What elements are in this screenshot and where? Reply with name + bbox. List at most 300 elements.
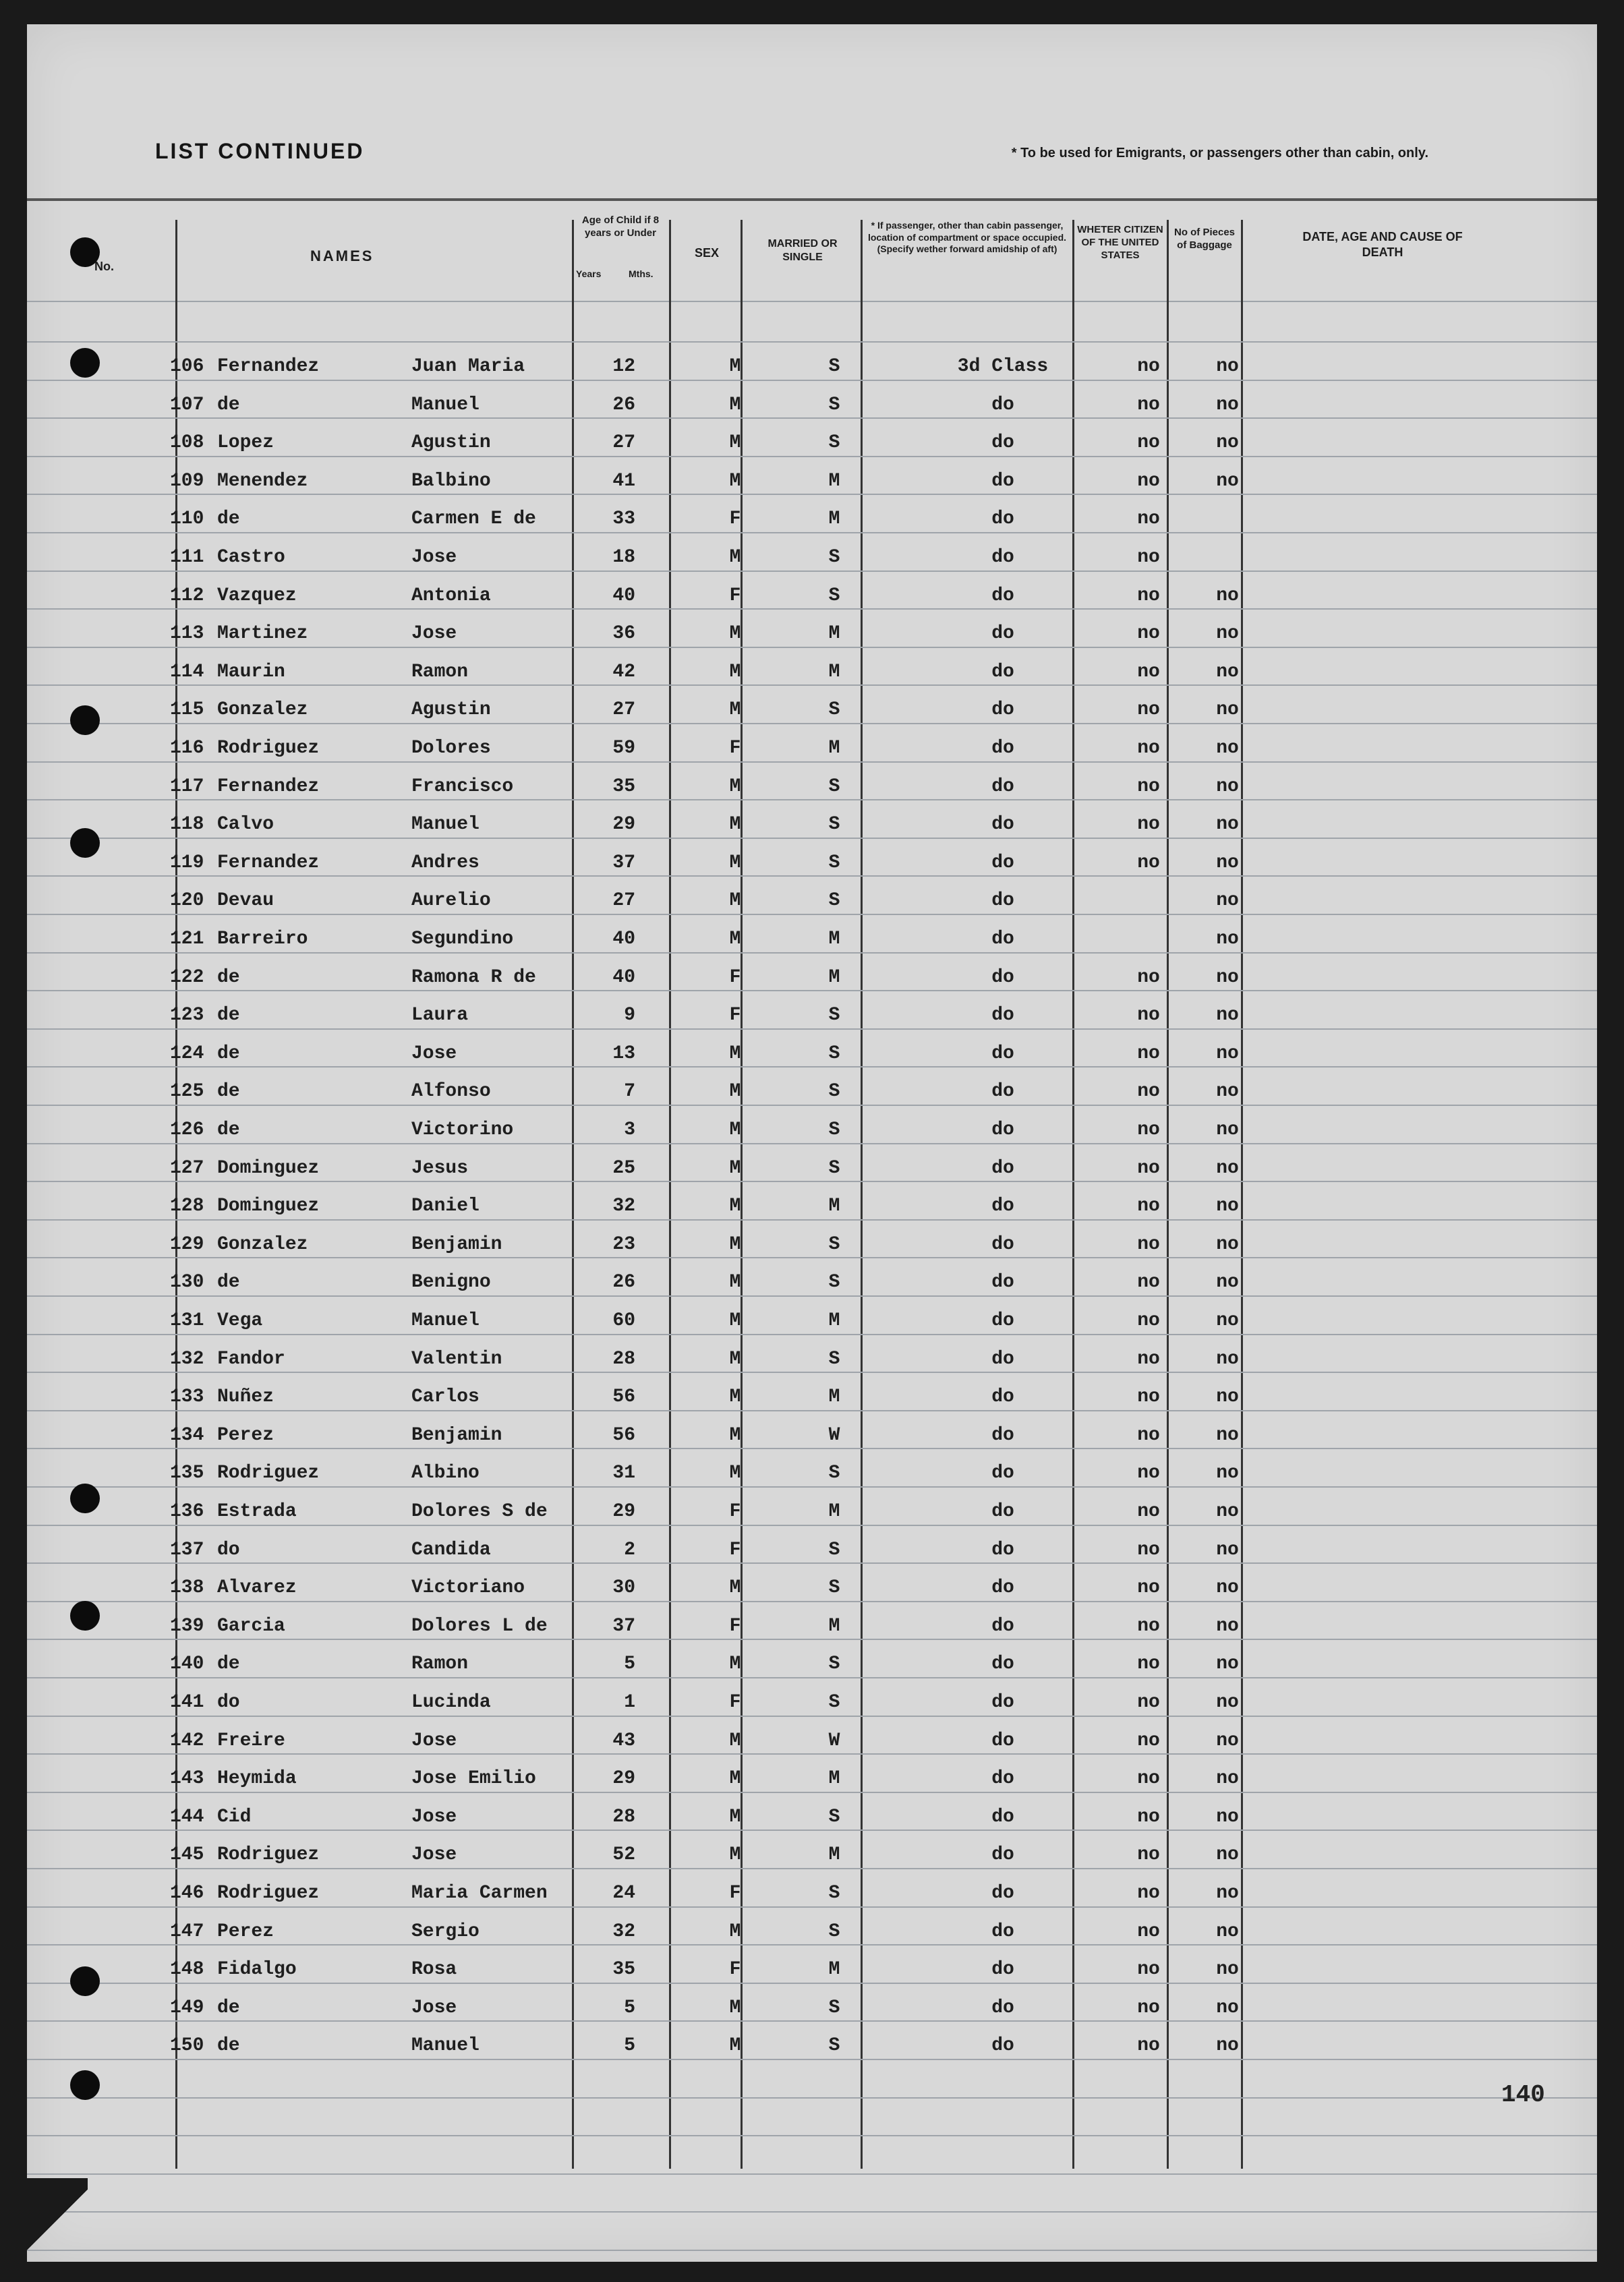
cell-marital-status: S <box>828 1539 840 1560</box>
cell-surname: Fandor <box>217 1348 285 1370</box>
cell-passenger-class: do <box>991 547 1014 568</box>
cell-sex: M <box>729 1463 741 1484</box>
cell-row-number: 120 <box>170 890 204 912</box>
cell-us-citizen: no <box>1137 1501 1160 1522</box>
cell-baggage-pieces: no <box>1216 394 1239 415</box>
cell-passenger-class: do <box>991 1310 1014 1331</box>
cell-surname: Dominguez <box>217 1157 320 1179</box>
cell-passenger-class: do <box>991 508 1014 530</box>
cell-marital-status: S <box>828 699 840 721</box>
cell-passenger-class: do <box>991 1997 1014 2018</box>
cell-row-number: 142 <box>170 1730 204 1751</box>
cell-passenger-class: do <box>991 929 1014 949</box>
cell-sex: M <box>729 1233 741 1255</box>
cell-passenger-class: do <box>991 738 1014 759</box>
cell-sex: M <box>729 1043 741 1064</box>
cell-sex: M <box>729 699 741 721</box>
cell-sex: M <box>729 623 741 645</box>
cell-row-number: 125 <box>170 1081 204 1103</box>
punch-hole <box>70 1484 100 1513</box>
cell-us-citizen: no <box>1137 1463 1160 1484</box>
cell-row-number: 134 <box>170 1424 204 1446</box>
cell-baggage-pieces: no <box>1216 1959 1239 1981</box>
cell-sex: M <box>729 1806 741 1827</box>
cell-given-name: Segundino <box>411 929 514 949</box>
cell-us-citizen: no <box>1137 1348 1160 1370</box>
cell-marital-status: S <box>828 852 840 873</box>
cell-given-name: Manuel <box>411 1310 480 1331</box>
cell-marital-status: S <box>828 814 840 836</box>
cell-passenger-class: do <box>991 890 1014 912</box>
cell-marital-status: M <box>828 1768 840 1790</box>
table-row <box>27 967 1597 1005</box>
cell-given-name: Andres <box>411 852 480 873</box>
cell-sex: M <box>729 661 741 682</box>
cell-sex: M <box>729 547 741 568</box>
cell-passenger-class: do <box>991 1501 1014 1522</box>
cell-surname: do <box>217 1692 240 1713</box>
header-age-years: Years <box>576 268 602 279</box>
cell-given-name: Maria Carmen <box>411 1883 548 1904</box>
ruled-line <box>27 2211 1597 2213</box>
cell-row-number: 114 <box>170 661 204 682</box>
cell-baggage-pieces: no <box>1216 356 1239 377</box>
cell-passenger-class: do <box>991 1692 1014 1713</box>
cell-given-name: Antonia <box>411 585 491 606</box>
cell-passenger-class: do <box>991 1005 1014 1026</box>
cell-given-name: Candida <box>411 1539 491 1560</box>
cell-baggage-pieces: no <box>1216 1539 1239 1560</box>
cell-given-name: Carlos <box>411 1386 480 1408</box>
cell-sex: F <box>729 1501 741 1522</box>
cell-us-citizen: no <box>1137 1119 1160 1140</box>
cell-passenger-class: do <box>991 623 1014 645</box>
cell-given-name: Dolores L de <box>411 1615 548 1637</box>
cell-row-number: 130 <box>170 1272 204 1293</box>
header-bottom-rule <box>27 301 1597 302</box>
cell-given-name: Sergio <box>411 1921 480 1942</box>
cell-age: 37 <box>612 1615 635 1637</box>
cell-baggage-pieces: no <box>1216 1577 1239 1599</box>
table-row <box>27 1119 1597 1157</box>
cell-given-name: Victoriano <box>411 1577 525 1599</box>
cell-baggage-pieces: no <box>1216 1310 1239 1331</box>
header-citizen: WHETER CITIZEN OF THE UNITED STATES <box>1077 224 1163 261</box>
cell-sex: M <box>729 1654 741 1675</box>
cell-row-number: 106 <box>170 356 204 377</box>
manifest-sheet <box>27 24 1597 2262</box>
table-row <box>27 1386 1597 1424</box>
cell-us-citizen: no <box>1137 547 1160 568</box>
cell-us-citizen: no <box>1137 699 1160 721</box>
cell-sex: M <box>729 1157 741 1179</box>
cell-row-number: 150 <box>170 2035 204 2057</box>
cell-row-number: 143 <box>170 1768 204 1790</box>
cell-row-number: 132 <box>170 1348 204 1370</box>
cell-surname: Perez <box>217 1921 274 1942</box>
cell-row-number: 128 <box>170 1196 204 1217</box>
cell-sex: M <box>729 1921 741 1942</box>
table-row <box>27 738 1597 776</box>
cell-given-name: Jose <box>411 1806 457 1827</box>
cell-sex: F <box>729 1883 741 1904</box>
cell-sex: M <box>729 890 741 912</box>
cell-surname: Cid <box>217 1806 252 1827</box>
table-row <box>27 1921 1597 1959</box>
cell-surname: Gonzalez <box>217 1233 308 1255</box>
table-row <box>27 585 1597 623</box>
cell-age: 40 <box>612 966 635 988</box>
cell-row-number: 124 <box>170 1043 204 1064</box>
cell-baggage-pieces: no <box>1216 1119 1239 1140</box>
cell-row-number: 135 <box>170 1463 204 1484</box>
cell-marital-status: S <box>828 1157 840 1179</box>
cell-age: 27 <box>612 890 635 912</box>
cell-passenger-class: do <box>991 1157 1014 1179</box>
table-row <box>27 776 1597 814</box>
punch-hole <box>70 2070 100 2100</box>
cell-age: 33 <box>612 508 635 530</box>
cell-marital-status: S <box>828 1348 840 1370</box>
table-row <box>27 1043 1597 1081</box>
cell-us-citizen: no <box>1137 1196 1160 1217</box>
cell-baggage-pieces: no <box>1216 1883 1239 1904</box>
cell-surname: Barreiro <box>217 929 308 949</box>
cell-age: 56 <box>612 1386 635 1408</box>
cell-passenger-class: do <box>991 1081 1014 1103</box>
cell-age: 35 <box>612 776 635 797</box>
cell-age: 12 <box>612 356 635 377</box>
cell-us-citizen: no <box>1137 1730 1160 1751</box>
cell-passenger-class: do <box>991 852 1014 873</box>
cell-baggage-pieces: no <box>1216 814 1239 836</box>
cell-us-citizen: no <box>1137 1577 1160 1599</box>
cell-row-number: 121 <box>170 929 204 949</box>
cell-baggage-pieces: no <box>1216 2035 1239 2057</box>
cell-row-number: 117 <box>170 776 204 797</box>
cell-passenger-class: do <box>991 699 1014 721</box>
cell-given-name: Jose <box>411 1043 457 1064</box>
cell-sex: M <box>729 1424 741 1446</box>
cell-baggage-pieces: no <box>1216 1730 1239 1751</box>
cell-marital-status: S <box>828 1081 840 1103</box>
cell-row-number: 140 <box>170 1654 204 1675</box>
table-row <box>27 394 1597 432</box>
table-row <box>27 1005 1597 1043</box>
table-row <box>27 1616 1597 1654</box>
cell-surname: Castro <box>217 547 285 568</box>
cell-surname: Rodriguez <box>217 738 320 759</box>
cell-age: 42 <box>612 661 635 682</box>
cell-age: 5 <box>624 1654 635 1675</box>
header-baggage: No of Pieces of Baggage <box>1173 227 1236 251</box>
cell-row-number: 116 <box>170 738 204 759</box>
cell-given-name: Alfonso <box>411 1081 491 1103</box>
cell-surname: Lopez <box>217 432 274 454</box>
cell-us-citizen: no <box>1137 1310 1160 1331</box>
cell-us-citizen: no <box>1137 1654 1160 1675</box>
cell-marital-status: S <box>828 585 840 606</box>
cell-row-number: 141 <box>170 1692 204 1713</box>
cell-age: 26 <box>612 394 635 415</box>
cell-age: 43 <box>612 1730 635 1751</box>
cell-given-name: Ramon <box>411 1654 469 1675</box>
table-row <box>27 1501 1597 1539</box>
cell-marital-status: M <box>828 1310 840 1331</box>
cell-us-citizen: no <box>1137 1768 1160 1790</box>
table-row <box>27 1768 1597 1806</box>
cell-us-citizen: no <box>1137 432 1160 454</box>
cell-passenger-class: do <box>991 1654 1014 1675</box>
cell-baggage-pieces: no <box>1216 1005 1239 1026</box>
cell-age: 35 <box>612 1959 635 1981</box>
cell-surname: Nuñez <box>217 1386 274 1408</box>
cell-surname: Perez <box>217 1424 274 1446</box>
cell-us-citizen: no <box>1137 661 1160 682</box>
table-row <box>27 1577 1597 1615</box>
cell-passenger-class: do <box>991 1806 1014 1827</box>
cell-baggage-pieces: no <box>1216 661 1239 682</box>
cell-sex: M <box>729 356 741 377</box>
cell-surname: Rodriguez <box>217 1844 320 1866</box>
cell-given-name: Jesus <box>411 1157 469 1179</box>
cell-row-number: 129 <box>170 1233 204 1255</box>
cell-baggage-pieces: no <box>1216 1844 1239 1866</box>
cell-marital-status: M <box>828 966 840 988</box>
cell-row-number: 133 <box>170 1386 204 1408</box>
table-row <box>27 1883 1597 1921</box>
cell-age: 40 <box>612 585 635 606</box>
cell-us-citizen: no <box>1137 394 1160 415</box>
cell-us-citizen: no <box>1137 470 1160 492</box>
cell-us-citizen: no <box>1137 1921 1160 1942</box>
cell-given-name: Dolores <box>411 738 491 759</box>
cell-passenger-class: do <box>991 1730 1014 1751</box>
cell-given-name: Manuel <box>411 2035 480 2057</box>
cell-age: 9 <box>624 1005 635 1026</box>
cell-baggage-pieces: no <box>1216 1386 1239 1408</box>
table-row <box>27 662 1597 699</box>
cell-marital-status: S <box>828 890 840 912</box>
ruled-line <box>27 2135 1597 2136</box>
cell-row-number: 137 <box>170 1539 204 1560</box>
cell-age: 29 <box>612 1768 635 1790</box>
cell-baggage-pieces: no <box>1216 738 1239 759</box>
cell-passenger-class: do <box>991 394 1014 415</box>
cell-given-name: Benjamin <box>411 1233 502 1255</box>
table-row <box>27 852 1597 890</box>
cell-surname: de <box>217 1119 240 1140</box>
cell-surname: Garcia <box>217 1615 285 1637</box>
cell-surname: Calvo <box>217 814 274 836</box>
cell-passenger-class: do <box>991 1844 1014 1866</box>
cell-row-number: 148 <box>170 1959 204 1981</box>
cell-surname: Rodriguez <box>217 1883 320 1904</box>
cell-marital-status: S <box>828 1233 840 1255</box>
cell-given-name: Rosa <box>411 1959 457 1981</box>
cell-surname: de <box>217 1997 240 2018</box>
table-row <box>27 890 1597 928</box>
ruled-line <box>27 2250 1597 2251</box>
cell-passenger-class: do <box>991 1424 1014 1446</box>
cell-marital-status: M <box>828 1501 840 1522</box>
cell-sex: M <box>729 1386 741 1408</box>
cell-baggage-pieces: no <box>1216 623 1239 645</box>
cell-surname: de <box>217 508 240 530</box>
cell-marital-status: S <box>828 547 840 568</box>
cell-us-citizen: no <box>1137 1959 1160 1981</box>
cell-marital-status: S <box>828 1692 840 1713</box>
cell-sex: M <box>729 432 741 454</box>
cell-baggage-pieces: no <box>1216 1157 1239 1179</box>
cell-us-citizen: no <box>1137 623 1160 645</box>
cell-passenger-class: do <box>991 1615 1014 1637</box>
cell-surname: Fernandez <box>217 356 320 377</box>
cell-passenger-class: do <box>991 470 1014 492</box>
cell-sex: F <box>729 1005 741 1026</box>
cell-age: 29 <box>612 814 635 836</box>
cell-sex: M <box>729 1119 741 1140</box>
cell-sex: F <box>729 1539 741 1560</box>
header-names: NAMES <box>310 247 374 264</box>
cell-us-citizen: no <box>1137 1157 1160 1179</box>
cell-us-citizen: no <box>1137 508 1160 530</box>
cell-us-citizen: no <box>1137 1997 1160 2018</box>
cell-marital-status: W <box>828 1730 840 1751</box>
cell-age: 28 <box>612 1348 635 1370</box>
cell-baggage-pieces: no <box>1216 1768 1239 1790</box>
cell-baggage-pieces: no <box>1216 1424 1239 1446</box>
cell-row-number: 147 <box>170 1921 204 1942</box>
cell-marital-status: S <box>828 394 840 415</box>
cell-row-number: 146 <box>170 1883 204 1904</box>
cell-baggage-pieces: no <box>1216 776 1239 797</box>
cell-row-number: 139 <box>170 1615 204 1637</box>
cell-age: 28 <box>612 1806 635 1827</box>
cell-row-number: 110 <box>170 508 204 530</box>
cell-baggage-pieces: no <box>1216 1997 1239 2018</box>
cell-marital-status: S <box>828 1577 840 1599</box>
cell-us-citizen: no <box>1137 738 1160 759</box>
cell-given-name: Jose <box>411 1730 457 1751</box>
cell-us-citizen: no <box>1137 1005 1160 1026</box>
cell-sex: M <box>729 776 741 797</box>
cell-age: 37 <box>612 852 635 873</box>
cell-sex: F <box>729 585 741 606</box>
cell-passenger-class: do <box>991 966 1014 988</box>
cell-baggage-pieces: no <box>1216 890 1239 912</box>
cell-us-citizen: no <box>1137 1615 1160 1637</box>
header-sex: SEX <box>695 246 720 260</box>
cell-given-name: Francisco <box>411 776 514 797</box>
folded-corner <box>27 2178 88 2262</box>
cell-given-name: Jose <box>411 1844 457 1866</box>
cell-surname: Vazquez <box>217 585 297 606</box>
cell-passenger-class: do <box>991 1119 1014 1140</box>
cell-row-number: 144 <box>170 1806 204 1827</box>
cell-passenger-class: do <box>991 585 1014 606</box>
cell-row-number: 111 <box>170 547 204 568</box>
cell-age: 25 <box>612 1157 635 1179</box>
cell-marital-status: S <box>828 1272 840 1293</box>
cell-us-citizen: no <box>1137 585 1160 606</box>
table-row <box>27 1081 1597 1119</box>
ruled-line <box>27 2097 1597 2099</box>
cell-marital-status: M <box>828 661 840 682</box>
cell-passenger-class: do <box>991 661 1014 682</box>
cell-given-name: Ramona R de <box>411 966 536 988</box>
cell-age: 2 <box>624 1539 635 1560</box>
cell-passenger-class: do <box>991 1539 1014 1560</box>
cell-passenger-class: do <box>991 776 1014 797</box>
cell-age: 7 <box>624 1081 635 1103</box>
ruled-line <box>27 341 1597 343</box>
table-row <box>27 1654 1597 1691</box>
cell-row-number: 118 <box>170 814 204 836</box>
cell-baggage-pieces: no <box>1216 432 1239 454</box>
cell-baggage-pieces: no <box>1216 1501 1239 1522</box>
cell-given-name: Juan Maria <box>411 356 525 377</box>
cell-sex: M <box>729 1081 741 1103</box>
cell-sex: M <box>729 1348 741 1370</box>
cell-age: 36 <box>612 623 635 645</box>
table-row <box>27 699 1597 737</box>
cell-us-citizen: no <box>1137 814 1160 836</box>
cell-surname: Fernandez <box>217 776 320 797</box>
cell-marital-status: S <box>828 1997 840 2018</box>
punch-hole <box>70 828 100 858</box>
cell-surname: Gonzalez <box>217 699 308 721</box>
cell-given-name: Victorino <box>411 1119 514 1140</box>
table-row <box>27 623 1597 661</box>
cell-surname: Heymida <box>217 1768 297 1790</box>
cell-sex: M <box>729 2035 741 2057</box>
cell-marital-status: S <box>828 1463 840 1484</box>
cell-marital-status: M <box>828 1615 840 1637</box>
emigrant-note: * To be used for Emigrants, or passengers other than cabin, only. <box>1011 146 1428 160</box>
cell-sex: M <box>729 1272 741 1293</box>
cell-surname: Maurin <box>217 661 285 682</box>
cell-surname: de <box>217 1081 240 1103</box>
cell-row-number: 115 <box>170 699 204 721</box>
table-row <box>27 1540 1597 1577</box>
page-title: LIST CONTINUED <box>155 139 365 163</box>
cell-sex: F <box>729 966 741 988</box>
cell-baggage-pieces: no <box>1216 966 1239 988</box>
cell-baggage-pieces: no <box>1216 1196 1239 1217</box>
cell-row-number: 109 <box>170 470 204 492</box>
cell-age: 32 <box>612 1196 635 1217</box>
cell-surname: Freire <box>217 1730 285 1751</box>
cell-marital-status: M <box>828 623 840 645</box>
cell-sex: M <box>729 814 741 836</box>
cell-marital-status: S <box>828 1005 840 1026</box>
cell-baggage-pieces: no <box>1216 1692 1239 1713</box>
cell-given-name: Manuel <box>411 394 480 415</box>
table-row <box>27 1730 1597 1768</box>
cell-given-name: Carmen E de <box>411 508 536 530</box>
cell-us-citizen: no <box>1137 1424 1160 1446</box>
cell-row-number: 131 <box>170 1310 204 1331</box>
cell-age: 56 <box>612 1424 635 1446</box>
cell-surname: Fidalgo <box>217 1959 297 1981</box>
cell-surname: Rodriguez <box>217 1463 320 1484</box>
cell-sex: M <box>729 1768 741 1790</box>
cell-row-number: 112 <box>170 585 204 606</box>
cell-age: 27 <box>612 699 635 721</box>
cell-sex: M <box>729 1196 741 1217</box>
cell-age: 23 <box>612 1233 635 1255</box>
